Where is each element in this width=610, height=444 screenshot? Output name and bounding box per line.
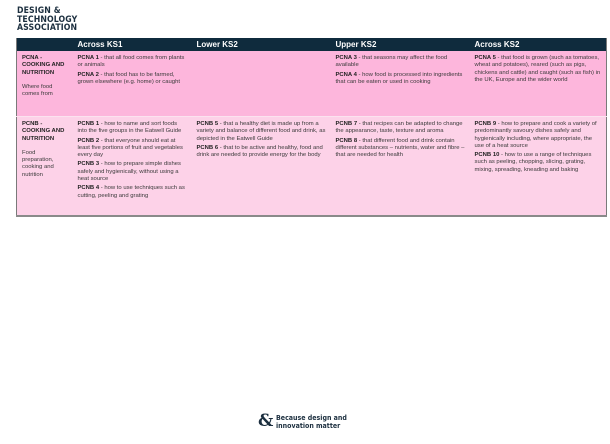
objective-code: PCNB 10 (474, 152, 500, 159)
objective-text: - how to use a range of techniques such as peeling, chopping, slicing, grating, mixing, spreading, kneading and baking (474, 152, 592, 173)
dt-association-logo (17, 7, 77, 33)
objective-text: - that recipes can be adapted to change the appearance, taste, texture and aroma (335, 121, 463, 135)
cell-upper-ks2 (331, 117, 470, 217)
cell-lower-ks2 (192, 117, 331, 217)
objective-item (78, 55, 187, 70)
curriculum-table (16, 38, 607, 217)
footer-brand (258, 413, 355, 430)
table-row (17, 117, 607, 217)
header-upper-ks2: Upper KS2 (331, 38, 470, 51)
objective-item (78, 121, 187, 136)
objective-code: PCNB 8 (335, 137, 358, 144)
logo-line: DESIGN & (17, 6, 61, 16)
objective-text: - that all food comes from plants or animals (77, 55, 185, 69)
objective-text: - that food has to be farmed, grown elsewhere (e.g. home) or caught (77, 71, 180, 85)
objective-item (336, 72, 465, 87)
objective-item (336, 121, 465, 136)
logo-line: ASSOCIATION (17, 23, 78, 33)
strand-cell (17, 51, 73, 117)
objective-code: PCNA 1 (77, 55, 99, 61)
objective-code: PCNA 2 (77, 71, 99, 78)
objective-text: - that everyone should eat at least five portions of fruit and vegetables every day (77, 137, 183, 159)
objective-item (475, 55, 602, 84)
objective-text: - that a healthy diet is made up from a variety and balance of different food and drink, as depicted in the Eatwell Guide (196, 121, 326, 142)
cell-across-ks1 (73, 51, 192, 117)
header-lower-ks2: Lower KS2 (192, 38, 331, 51)
objective-code: PCNA 5 (474, 55, 496, 61)
strand-subtitle: Food preparation, cooking and nutrition (22, 149, 54, 178)
objective-code: PCNB 6 (196, 144, 219, 151)
objective-code: PCNB 1 (77, 121, 100, 127)
objective-code: PCNB 3 (77, 161, 100, 168)
objective-text: - that food is grown (such as tomatoes, wheat and potatoes), reared (such as pigs, chickens and cattle) and caught (such as fish) in the UK, Europe and the wider world (474, 55, 601, 83)
objective-code: PCNB 5 (196, 121, 219, 127)
objective-item (78, 161, 187, 183)
header-strand (17, 38, 73, 51)
table-header-row (17, 38, 607, 51)
objective-code: PCNA 3 (335, 55, 357, 61)
objective-item (78, 138, 187, 160)
objective-code: PCNB 9 (474, 121, 497, 127)
objective-code: PCNB 7 (335, 121, 358, 127)
objective-text: - how to use techniques such as cutting, peeling and grating (77, 185, 185, 199)
tagline-line: innovation matter (276, 421, 341, 430)
objective-text: - that different food and drink contain different substances – nutrients, water and fibre – that are needed for health (335, 137, 465, 159)
objective-item (78, 72, 187, 87)
objective-code: PCNB 4 (77, 185, 100, 192)
objective-text: - how to prepare simple dishes safely and hygienically, without using a heat source (77, 161, 181, 183)
cell-upper-ks2 (331, 51, 470, 117)
footer-tagline (276, 414, 347, 430)
objective-item (336, 138, 465, 160)
objective-item (475, 121, 602, 150)
objective-item (78, 185, 187, 200)
objective-text: - how to name and sort foods into the five groups in the Eatwell Guide (77, 121, 182, 135)
ampersand-icon: & (258, 411, 274, 431)
tagline-line: Because design and (276, 413, 348, 422)
objective-text: - how food is processed into ingredients that can be eaten or used in cooking (335, 71, 463, 85)
cell-across-ks2 (470, 117, 607, 217)
strand-cell (17, 117, 73, 217)
cell-across-ks2 (470, 51, 607, 117)
cell-lower-ks2 (192, 51, 331, 117)
logo-line: TECHNOLOGY (17, 14, 78, 25)
objective-text: - how to prepare and cook a variety of predominantly savoury dishes safely and hygienically including, where appropriate, the use of a heat source (474, 121, 597, 149)
header-across-ks1: Across KS1 (73, 38, 192, 51)
objective-code: PCNB 2 (77, 137, 100, 144)
table-row (17, 51, 607, 117)
objective-code: PCNA 4 (335, 71, 357, 78)
objective-text: - that to be active and healthy, food and drink are needed to provide energy for the body (196, 144, 323, 159)
strand-subtitle: Where food comes from (22, 83, 53, 98)
strand-code: PCNA - COOKING AND NUTRITION (22, 55, 65, 76)
header-across-ks2: Across KS2 (470, 38, 607, 51)
objective-item (197, 145, 326, 160)
cell-across-ks1 (73, 117, 192, 217)
objective-text: - that seasons may affect the food available (335, 55, 448, 69)
objective-item (336, 55, 465, 70)
objective-item (475, 152, 602, 174)
strand-code: PCNB - COOKING AND NUTRITION (22, 121, 65, 142)
objective-item (197, 121, 326, 143)
